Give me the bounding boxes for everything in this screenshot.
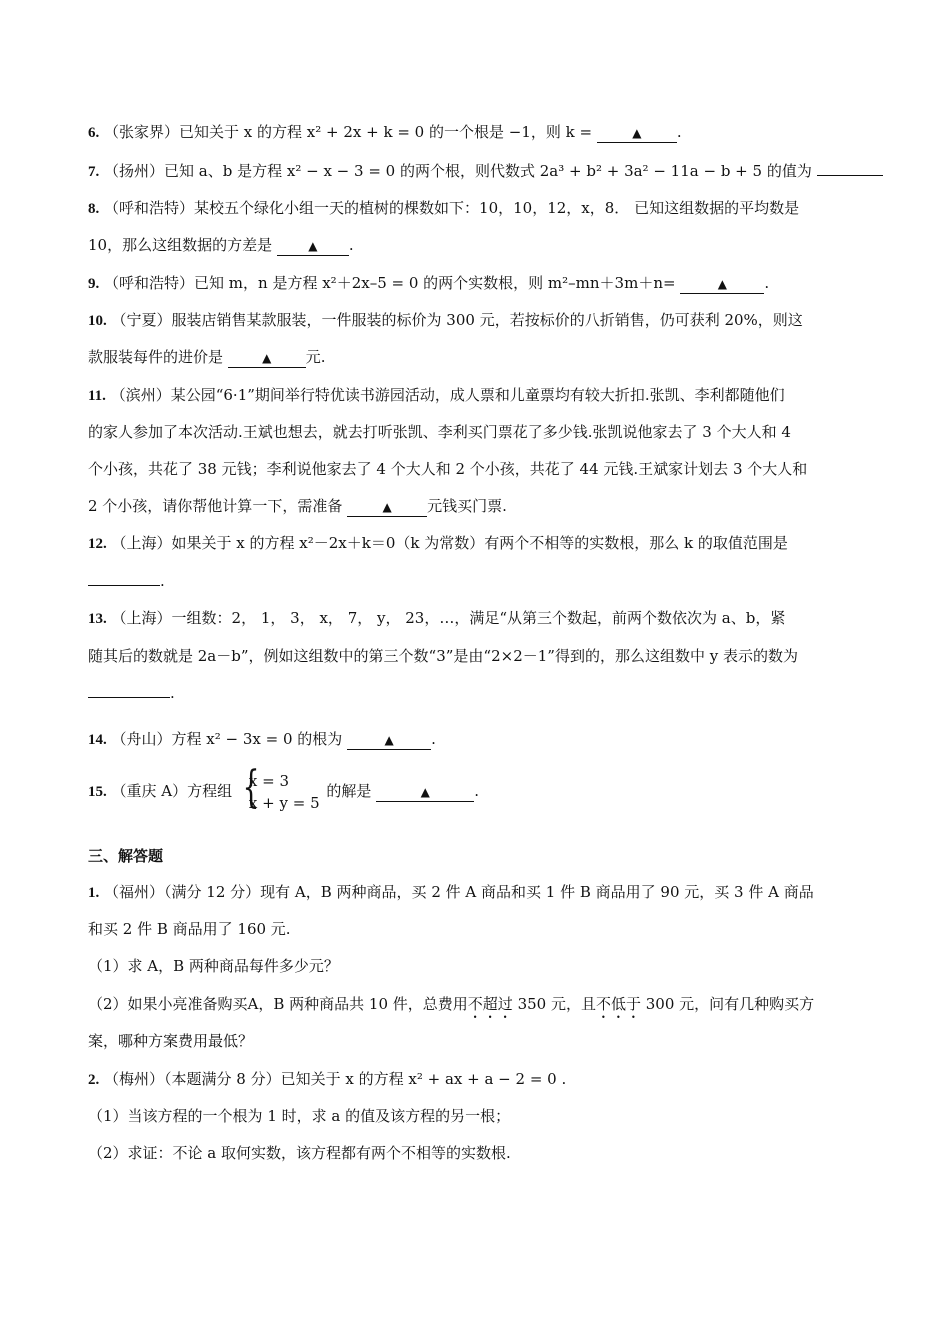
problem-text: （福州）（满分 12 分）现有 A，B 两种商品，买 2 件 A 商品和买 1 件 B 商品用了 90 元，买 3 件 A 商品 xyxy=(104,883,814,901)
question-number: 11. xyxy=(88,388,106,404)
question-number: 15. xyxy=(88,784,107,800)
question-13-cont xyxy=(88,645,868,667)
question-number: 10. xyxy=(88,313,107,329)
question-text: （上海）一组数：2， 1， 3， x， 7， y， 23，…，满足“从第三个数起，前两个数依次为 a、b，紧 xyxy=(111,609,786,627)
question-text: （张家界）已知关于 x 的方程 x² + 2x + k = 0 的一个根是 −1，则 k = xyxy=(104,123,593,141)
problem-text: （梅州）（本题满分 8 分）已知关于 x 的方程 x² + ax + a − 2 = 0 . xyxy=(104,1070,567,1088)
problem-2 xyxy=(88,1068,868,1091)
answer-blank xyxy=(228,348,306,368)
question-10 xyxy=(88,309,868,332)
problem-1-sub2-cont xyxy=(88,1030,868,1052)
brace-icon: { xyxy=(242,762,260,813)
answer-blank xyxy=(347,497,427,517)
answer-blank xyxy=(347,730,431,750)
question-14: 14. （舟山）方程 x² − 3x = 0 的根为 ▲ . xyxy=(88,730,436,748)
question-11 xyxy=(88,384,868,407)
triangle-icon: ▲ xyxy=(632,126,642,140)
section-heading: 三、解答题 xyxy=(88,847,164,865)
question-text: （扬州）已知 a、b 是方程 x² − x − 3 = 0 的两个根，则代数式 2a³ + b² + 3a² − 11a − b + 5 的值为 xyxy=(104,162,812,180)
question-number: 14. xyxy=(88,732,107,748)
problem-2-sub2 xyxy=(88,1142,868,1164)
answer-blank xyxy=(277,236,349,256)
question-number: 6. xyxy=(88,125,100,141)
problem-1 xyxy=(88,881,868,904)
question-8 xyxy=(88,197,868,220)
problem-number: 1. xyxy=(88,885,100,901)
equation-1: x = 3 xyxy=(248,772,290,790)
subquestion-text: （1）当该方程的一个根为 1 时，求 a 的值及该方程的另一根； xyxy=(88,1107,511,1125)
question-text: （滨州）某公园“6·1”期间举行特优读书游园活动，成人票和儿童票均有较大折扣.张凯、李利都随他们 xyxy=(110,386,785,404)
triangle-icon: ▲ xyxy=(384,733,394,747)
question-15: 15. （重庆 A）方程组 { x = 3 x + y = 5 的解是 ▲ . xyxy=(88,762,479,813)
answer-blank xyxy=(88,585,160,586)
question-11-cont xyxy=(88,458,868,480)
question-7 xyxy=(88,160,868,183)
problem-1-sub2: （2）如果小亮准备购买A，B 两种商品共 10 件，总费用不超过 350 元，且不低于 300 元，问有几种购买方 xyxy=(88,995,815,1013)
question-9: 9. （呼和浩特）已知 m，n 是方程 x²＋2x–5 = 0 的两个实数根，则 m²–mn＋3m＋n= ▲ . xyxy=(88,274,770,292)
question-number: 12. xyxy=(88,536,107,552)
equation-2: x + y = 5 xyxy=(248,794,320,812)
problem-number: 2. xyxy=(88,1072,100,1088)
question-6: 6. （张家界）已知关于 x 的方程 x² + 2x + k = 0 的一个根是 −1，则 k = ▲ . xyxy=(88,123,682,141)
question-text: 个小孩，共花了 38 元钱；李利说他家去了 4 个大人和 2 个小孩，共花了 44 元钱.王斌家计划去 3 个大人和 xyxy=(88,460,808,478)
answer-blank xyxy=(376,782,474,802)
answer-blank xyxy=(817,175,883,176)
question-13 xyxy=(88,607,868,630)
problem-2-sub1 xyxy=(88,1105,868,1127)
question-10-cont: 款服装每件的进价是 ▲ 元. xyxy=(88,348,326,366)
emphasized-text: 不低于 xyxy=(595,995,641,1013)
problem-1-sub1 xyxy=(88,955,868,977)
question-text: 2 个小孩，请你帮他计算一下，需准备 xyxy=(88,497,343,515)
question-number: 7. xyxy=(88,164,100,180)
triangle-icon: ▲ xyxy=(308,239,318,253)
question-13-cont: . xyxy=(88,682,868,704)
triangle-icon: ▲ xyxy=(717,277,727,291)
question-number: 13. xyxy=(88,611,107,627)
triangle-icon: ▲ xyxy=(382,500,392,514)
question-11-cont: 2 个小孩，请你帮他计算一下，需准备 ▲ 元钱买门票. xyxy=(88,497,507,515)
question-text: （舟山）方程 x² − 3x = 0 的根为 xyxy=(111,730,343,748)
question-text: （宁夏）服装店销售某款服装，一件服装的标价为 300 元，若按标价的八折销售，仍可获利 20%，则这 xyxy=(111,311,803,329)
question-text: （呼和浩特）某校五个绿化小组一天的植树的棵数如下：10，10，12，x，8． 已知这组数据的平均数是 xyxy=(104,199,800,217)
question-11-cont xyxy=(88,421,868,443)
problem-text: 和买 2 件 B 商品用了 160 元. xyxy=(88,920,291,938)
answer-blank xyxy=(597,123,677,143)
question-12-cont: . xyxy=(88,570,868,592)
subquestion-text: 案，哪种方案费用最低？ xyxy=(88,1032,254,1050)
triangle-icon: ▲ xyxy=(262,351,272,365)
question-text: 款服装每件的进价是 xyxy=(88,348,224,366)
answer-blank xyxy=(680,274,764,294)
question-number: 9. xyxy=(88,276,100,292)
question-text: 10，那么这组数据的方差是 xyxy=(88,236,273,254)
problem-1-cont xyxy=(88,918,868,940)
question-text: （呼和浩特）已知 m，n 是方程 x²＋2x–5 = 0 的两个实数根，则 m²–mn＋3m＋n= xyxy=(104,274,676,292)
emphasized-text: 不超过 xyxy=(467,995,513,1013)
triangle-icon: ▲ xyxy=(420,785,430,799)
question-text: 的家人参加了本次活动.王斌也想去，就去打听张凯、李利买门票花了多少钱.张凯说他家去了 3 个大人和 4 xyxy=(88,423,791,441)
question-text: （重庆 A）方程组 xyxy=(111,782,233,800)
answer-blank xyxy=(88,697,170,698)
question-text: （上海）如果关于 x 的方程 x²－2x＋k＝0（k 为常数）有两个不相等的实数根，那么 k 的取值范围是 xyxy=(111,534,788,552)
question-8-cont: 10，那么这组数据的方差是 ▲ . xyxy=(88,236,354,254)
subquestion-text: （2）求证：不论 a 取何实数，该方程都有两个不相等的实数根. xyxy=(88,1144,511,1162)
subquestion-text: （1）求 A，B 两种商品每件多少元？ xyxy=(88,957,339,975)
question-number: 8. xyxy=(88,201,100,217)
question-12 xyxy=(88,532,868,555)
question-text: 随其后的数就是 2a－b”，例如这组数中的第三个数“3”是由“2×2－1”得到的，那么这组数中 y 表示的数为 xyxy=(88,647,798,665)
equation-system xyxy=(239,762,320,814)
